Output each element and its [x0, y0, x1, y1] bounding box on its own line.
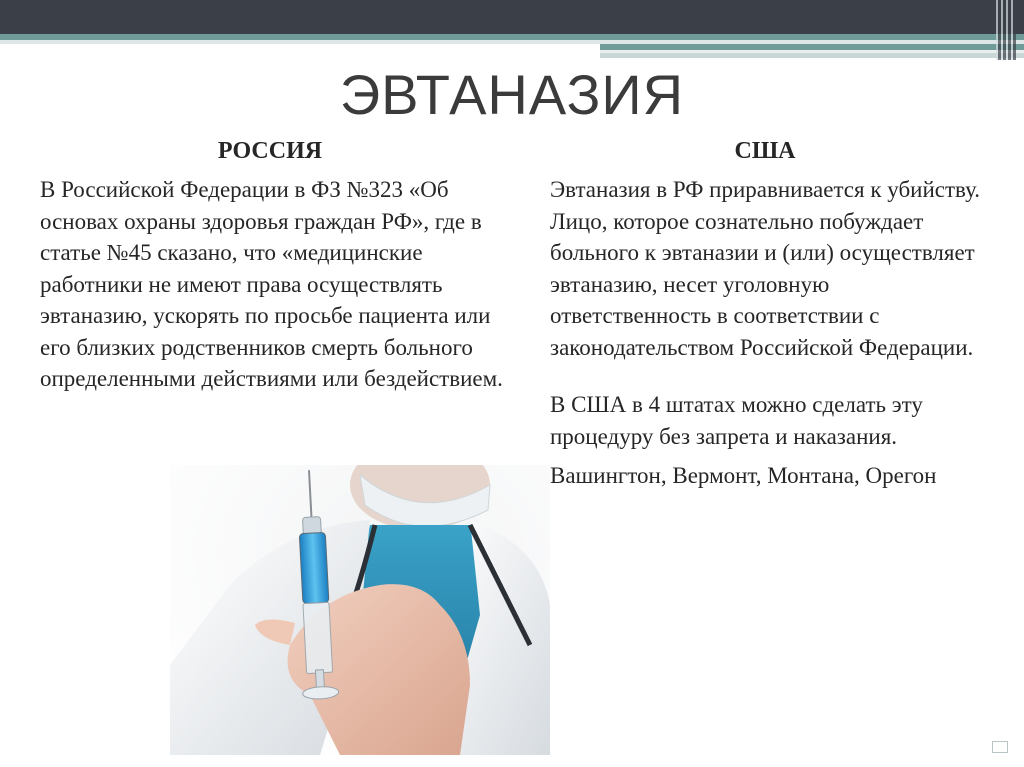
usa-column [550, 174, 990, 492]
usa-paragraph-2: В США в 4 штатах можно сделать эту процедуру без запрета и наказания. [550, 392, 923, 449]
syringe-photo [170, 465, 550, 755]
usa-paragraph-1: Эвтаназия в РФ приравнивается к убийству. Лицо, которое сознательно побуждает больного к эвтаназии и (или) осуществляет эвтаназию, несет уголовную ответственность в соответствии с законодательством Российской Федерации. [550, 177, 981, 360]
slide-corner-mark [992, 741, 1008, 753]
usa-heading: США [734, 138, 796, 164]
accent-stripe-right-lower [600, 53, 1024, 58]
decorative-lines [996, 0, 1016, 60]
top-bar [0, 0, 1024, 34]
russia-heading: РОССИЯ [217, 138, 323, 164]
usa-paragraph-3: Вашингтон, Вермонт, Монтана, Орегон [550, 463, 937, 488]
russia-column [40, 174, 510, 395]
russia-text: В Российской Федерации в ФЗ №323 «Об основах охраны здоровья граждан РФ», где в статье №45 сказано, что «медицинские работники не имеют права осуществлять эвтаназию, ускорять по просьбе пациента или его близких родственников смерть больного определенными действиями или бездействием. [40, 177, 503, 391]
slide-title: ЭВТАНАЗИЯ [339, 63, 685, 126]
